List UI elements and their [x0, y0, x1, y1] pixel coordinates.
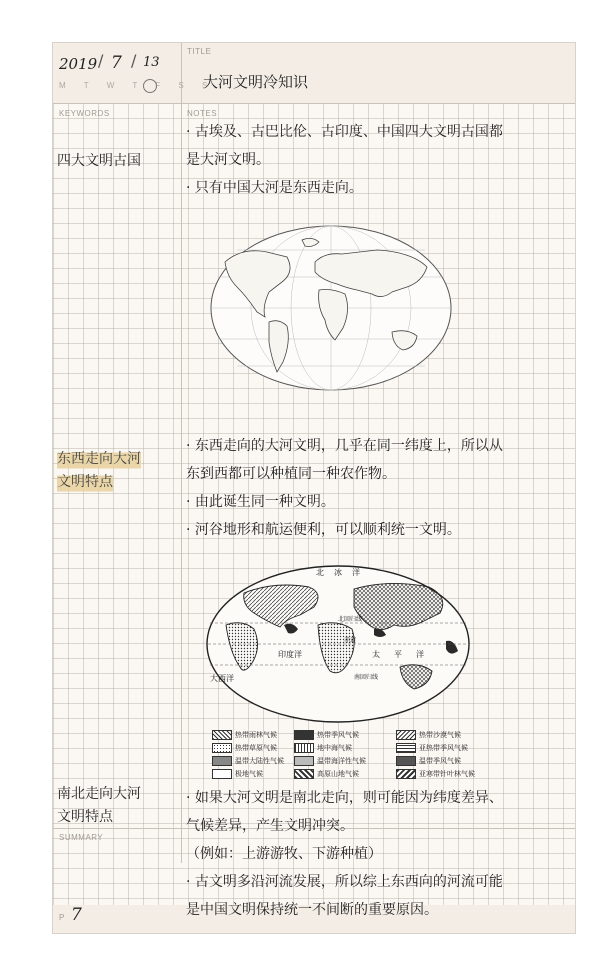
- legend-item: 温带海洋性气候: [294, 756, 366, 766]
- page-number: 7: [71, 905, 82, 925]
- keyword-column-divider: [181, 103, 182, 863]
- date-year: 2019: [59, 55, 98, 73]
- keyword-four-civilizations: 四大文明古国: [57, 153, 141, 169]
- date-month: 7: [111, 53, 122, 73]
- header-divider: [181, 43, 182, 103]
- map-label: 冰: [334, 568, 342, 577]
- keyword-east-west-river: 东西走向大河: [57, 448, 141, 471]
- note-line: · 如果大河文明是南北走向，则可能因为纬度差异、: [186, 790, 503, 806]
- legend-item: 热带季风气候: [294, 730, 359, 740]
- legend-item: 温带大陆性气候: [212, 756, 284, 766]
- legend-item: 亚寒带针叶林气候: [396, 769, 475, 779]
- note-line: 是大河文明。: [186, 152, 270, 168]
- title-label: TITLE: [187, 47, 212, 56]
- legend-item: 热带沙漠气候: [396, 730, 461, 740]
- note-line: · 由此诞生同一种文明。: [186, 494, 335, 510]
- legend-item: 热带雨林气候: [212, 730, 277, 740]
- note-line: · 只有中国大河是东西走向。: [186, 180, 363, 196]
- notes-block-1: [186, 118, 571, 202]
- note-line: 东到西都可以种植同一种农作物。: [186, 466, 396, 482]
- weekday-row: M T W T F S S: [59, 81, 216, 90]
- weekday-circle-mark: [143, 79, 157, 93]
- keyword-north-south-river: 南北走向大河: [57, 786, 141, 802]
- legend-item: 热带草原气候: [212, 743, 277, 753]
- notes-block-2: [186, 432, 571, 544]
- map-label: 北回归线: [338, 616, 363, 623]
- page-label: P: [59, 913, 65, 922]
- note-line: · 河谷地形和航运便利，可以顺利统一文明。: [186, 522, 461, 538]
- note-line: · 古文明多沿河流发展，所以综上东西向的河流可能: [186, 874, 503, 890]
- page-title: 大河文明冷知识: [203, 73, 309, 91]
- map-label: 太: [372, 650, 380, 659]
- keywords-label: KEYWORDS: [59, 109, 110, 118]
- keyword-north-south-features: 文明特点: [57, 809, 113, 825]
- date-separator: /: [98, 51, 104, 70]
- note-line: · 东西走向的大河文明，几乎在同一纬度上，所以从: [186, 438, 503, 454]
- world-climate-map: [204, 563, 472, 725]
- note-line: 气候差异，产生文明冲突。: [186, 818, 354, 834]
- summary-label: SUMMARY: [59, 833, 104, 842]
- date-separator: /: [131, 51, 137, 70]
- date-day: 13: [143, 55, 160, 70]
- map-label: 赤道: [344, 637, 357, 644]
- note-line: · 古埃及、古巴比伦、古印度、中国四大文明古国都: [186, 124, 503, 140]
- legend-item: 高原山地气候: [294, 769, 359, 779]
- legend-item: 地中海气候: [294, 743, 352, 753]
- notes-block-3: [186, 784, 571, 924]
- keyword-east-west-features: 文明特点: [57, 471, 113, 494]
- map-label: 大西洋: [210, 674, 234, 683]
- map-label: 洋: [416, 650, 424, 659]
- world-outline-map: [207, 222, 455, 394]
- header-bottom-line: [53, 103, 575, 104]
- map-label: 北: [316, 568, 324, 577]
- map-label: 平: [394, 650, 402, 659]
- notes-label: NOTES: [187, 109, 218, 118]
- map-label: 洋: [352, 568, 360, 577]
- note-line: （例如：上游游牧、下游种植）: [186, 846, 382, 862]
- legend-item: 温带季风气候: [396, 756, 461, 766]
- map-label: 印度洋: [278, 650, 302, 659]
- map-label: 南回归线: [354, 674, 379, 681]
- legend-item: 亚热带季风气候: [396, 743, 468, 753]
- note-line: 是中国文明保持统一不间断的重要原因。: [186, 902, 438, 918]
- legend-item: 极地气候: [212, 769, 263, 779]
